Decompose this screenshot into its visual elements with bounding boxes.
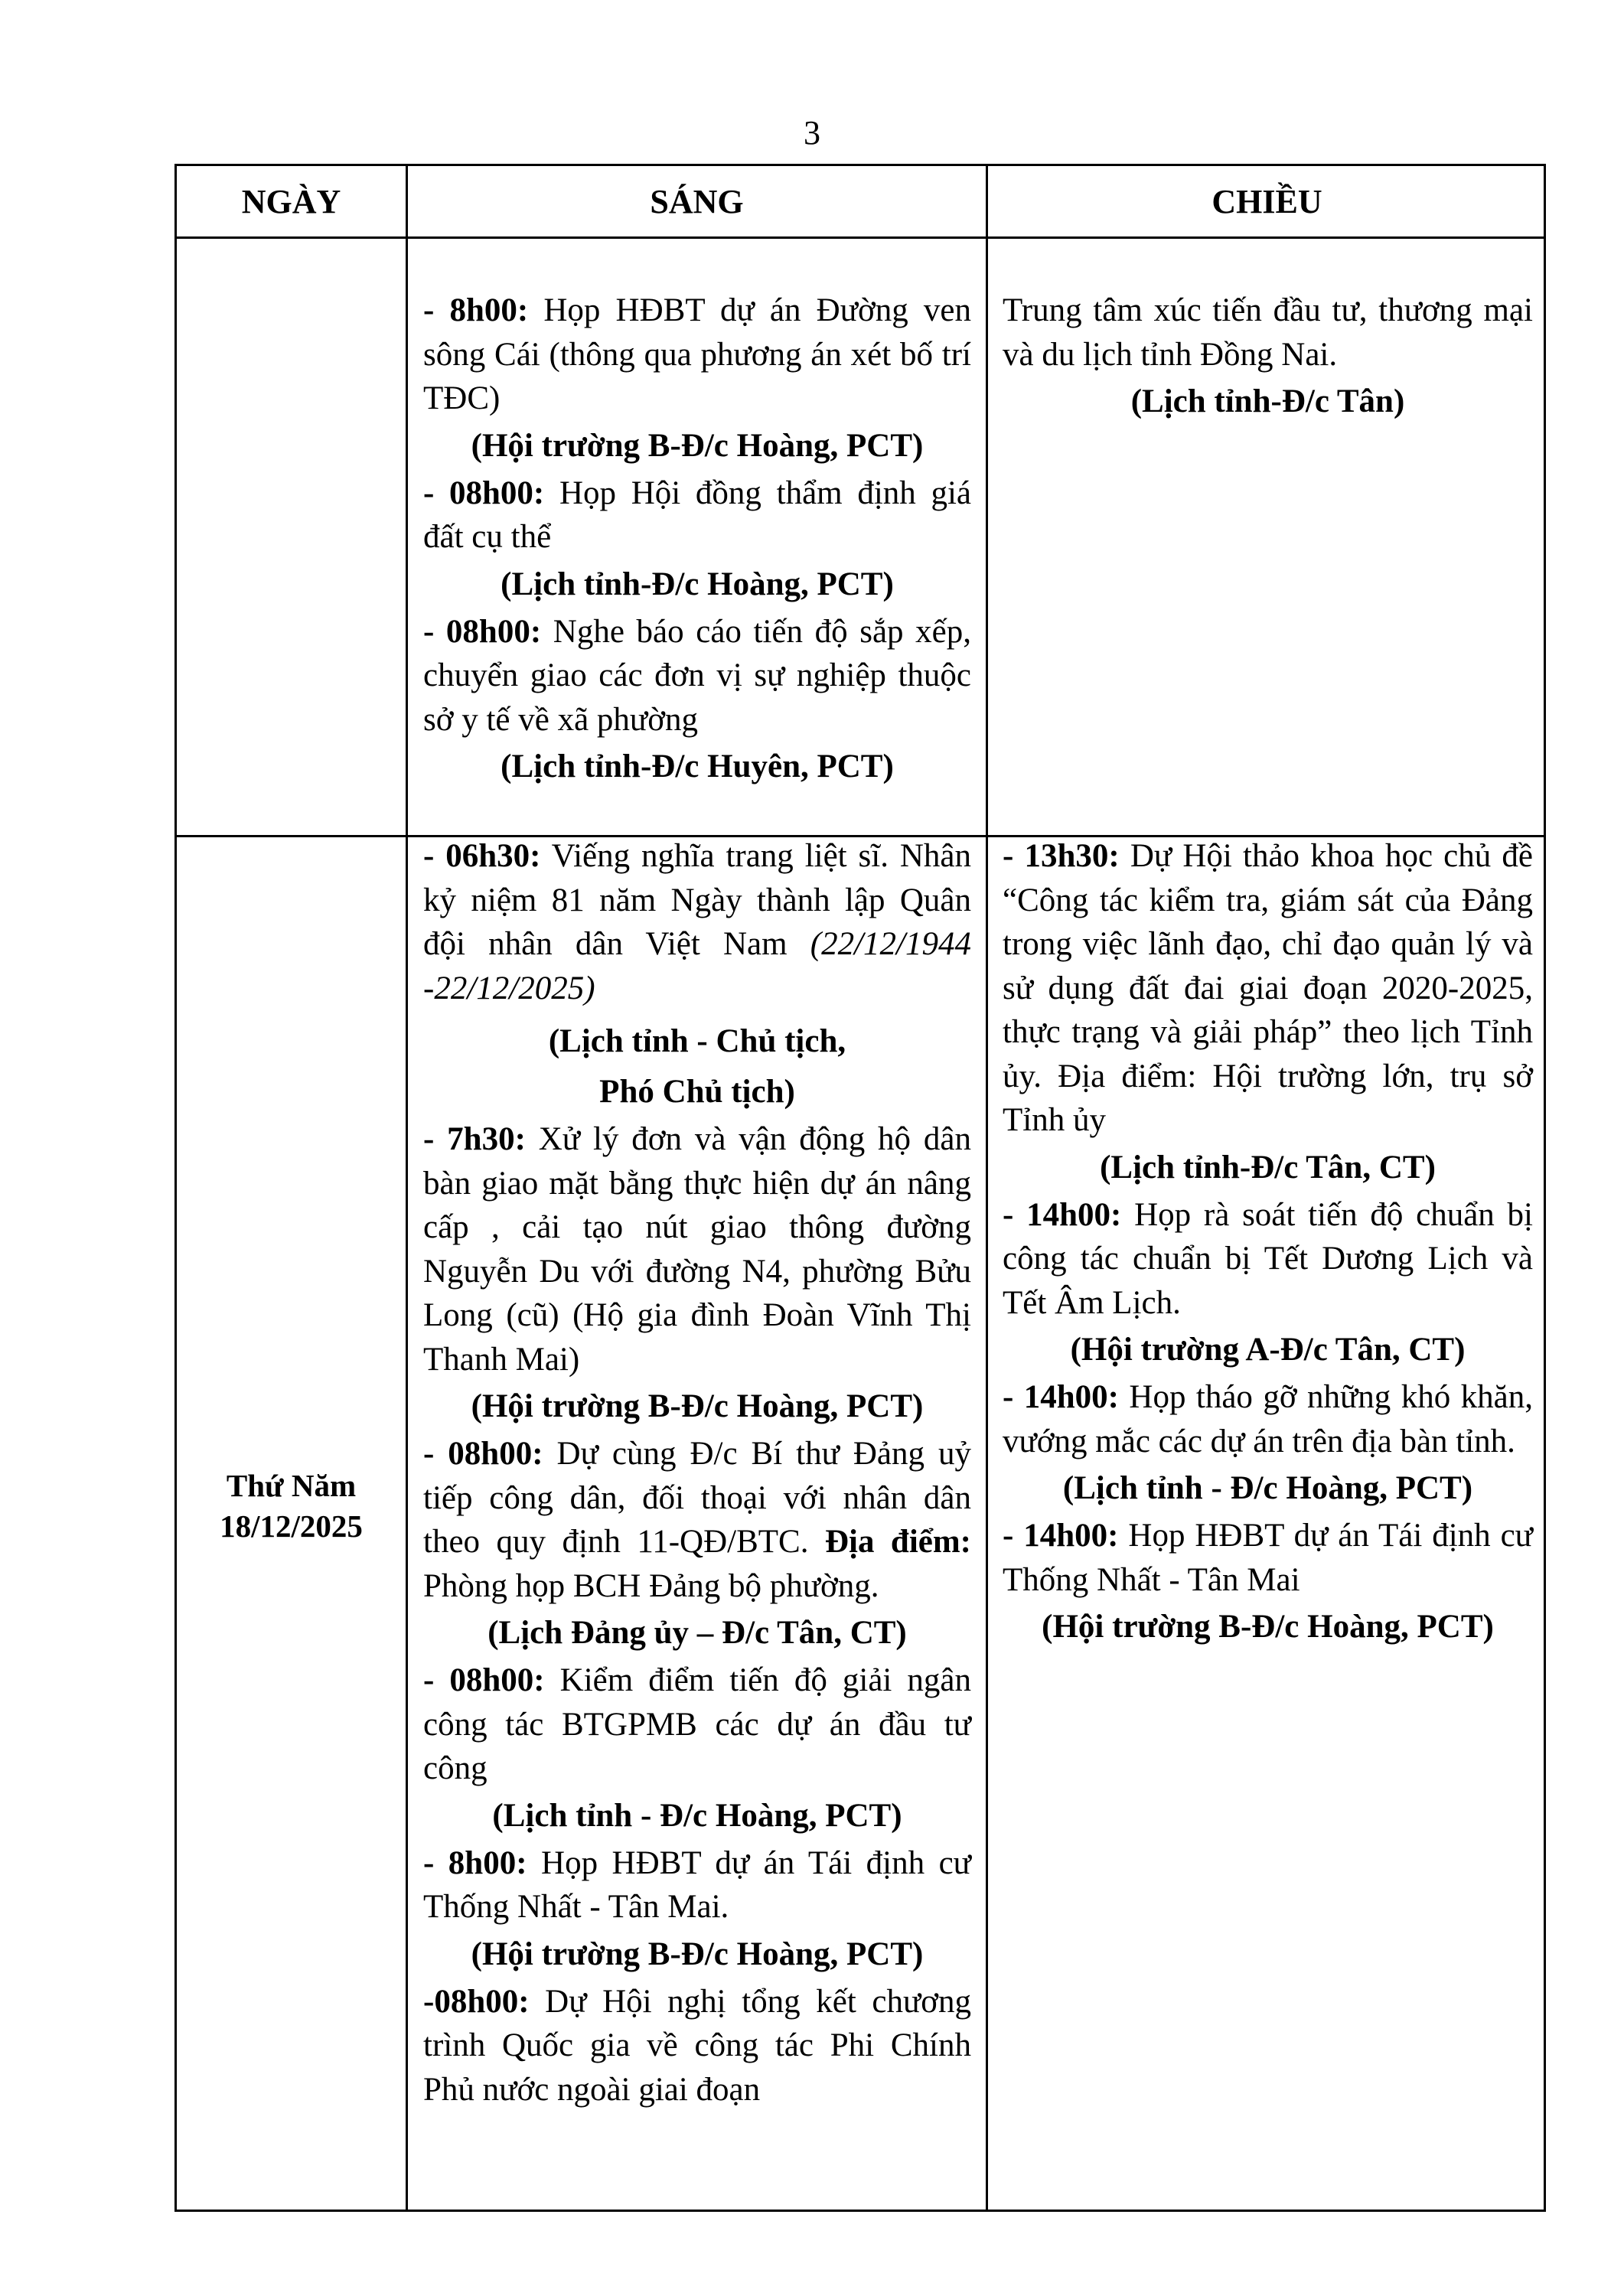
entry-text: Họp Hội đồng thẩm định giá đất cụ thể (423, 475, 971, 555)
entry-text: Dự Hội nghị tổng kết chương trình Quốc gia về công tác Phi Chính Phủ nước ngoài giai đoạn (423, 1983, 971, 2108)
entry-text: Xử lý đơn và vận động hộ dân bàn giao mặt bằng thực hiện dự án nâng cấp , cải tạo nút giao thông đường Nguyễn Du với đường N4, phường Bửu Long (cũ) (Hộ gia đình Đoàn Vĩnh Thị Thanh Mai) (423, 1121, 971, 1378)
entry-attribution: (Lịch tỉnh-Đ/c Tân, CT) (1100, 1149, 1436, 1186)
schedule-table (174, 164, 1546, 2212)
entry-time: - 8h00: (423, 292, 529, 328)
column-divider (986, 166, 988, 2210)
entry-time: - 14h00: (1003, 1196, 1122, 1233)
day-cell (177, 1466, 406, 1547)
entry-attribution: (Lịch tỉnh - Chủ tịch, (548, 1023, 846, 1059)
schedule-entry (423, 610, 971, 742)
entry-time: - 8h00: (423, 1844, 527, 1881)
entry-attribution: (Hội trường B-Đ/c Hoàng, PCT) (1042, 1609, 1494, 1645)
row2-afternoon-cell (1003, 834, 1533, 1652)
entry-time: - 14h00: (1003, 1379, 1119, 1415)
entry-attribution: (Hội trường B-Đ/c Hoàng, PCT) (471, 427, 924, 464)
schedule-entry (423, 1841, 971, 1929)
entry-time: - 06h30: (423, 838, 541, 874)
schedule-entry (423, 1658, 971, 1791)
header-morning: SÁNG (650, 182, 744, 220)
entry-attribution: (Lịch tỉnh - Đ/c Hoàng, PCT) (1062, 1470, 1473, 1506)
schedule-entry (423, 1980, 971, 2112)
entry-text: Dự Hội thảo khoa học chủ đề “Công tác kiểm tra, giám sát của Đảng trong việc lãnh đạo, chỉ đạo quản lý và sử dụng đất đai giai đoạn 2020-2025, thực trạng và giải pháp” theo lịch Tỉnh ủy. Địa điểm: Hội trường lớn, trụ sở Tỉnh ủy (1003, 838, 1534, 1138)
row-divider (177, 236, 1544, 239)
entry-attribution: (Hội trường B-Đ/c Hoàng, PCT) (471, 1936, 924, 1972)
entry-attribution: (Lịch tỉnh-Đ/c Tân) (1130, 383, 1405, 419)
header-day: NGÀY (241, 182, 341, 220)
day-date: 18/12/2025 (220, 1508, 363, 1544)
entry-text: Kiểm điểm tiến độ giải ngân công tác BTGPMB các dự án đầu tư công (423, 1662, 971, 1786)
schedule-entry (423, 1117, 971, 1381)
entry-attribution: (Lịch tỉnh-Đ/c Huyên, PCT) (501, 748, 894, 784)
schedule-entry (1003, 834, 1533, 1143)
entry-location-label: Địa điểm: (824, 1524, 971, 1560)
entry-text: Họp HĐBT dự án Tái định cư Thống Nhất - Tân Mai. (423, 1844, 971, 1925)
row1-afternoon-cell (1003, 289, 1533, 427)
entry-text: Viếng nghĩa trang liệt sĩ. Nhân kỷ niệm 81 năm Ngày thành lập Quân đội nhân dân Việt Nam (423, 838, 971, 962)
entry-attribution: (Hội trường B-Đ/c Hoàng, PCT) (471, 1388, 924, 1424)
schedule-entry (423, 471, 971, 559)
entry-time: - 13h30: (1003, 838, 1120, 874)
entry-time: - 08h00: (423, 1662, 545, 1698)
entry-time: - 08h00: (423, 1436, 543, 1472)
entry-text: Trung tâm xúc tiến đầu tư, thương mại và du lịch tỉnh Đồng Nai. (1003, 292, 1533, 373)
schedule-entry (423, 834, 971, 1010)
schedule-entry (1003, 1514, 1533, 1602)
schedule-entry (423, 1432, 971, 1608)
entry-time: -08h00: (423, 1983, 530, 2020)
column-divider (406, 166, 408, 2210)
schedule-entry (423, 289, 971, 421)
entry-time: - 08h00: (423, 475, 545, 511)
entry-note: (22/12/1944 -22/12/2025) (423, 926, 971, 1006)
entry-attribution: (Lịch Đảng ủy – Đ/c Tân, CT) (488, 1615, 907, 1651)
entry-text: Họp rà soát tiến độ chuẩn bị công tác chuẩn bị Tết Dương Lịch và Tết Âm Lịch. (1003, 1196, 1533, 1321)
row2-morning-cell (423, 834, 971, 2112)
entry-text: Họp HĐBT dự án Đường ven sông Cái (thông qua phương án xét bố trí TĐC) (423, 292, 971, 416)
entry-attribution: (Lịch tỉnh-Đ/c Hoàng, PCT) (501, 566, 894, 602)
header-afternoon: CHIỀU (1211, 182, 1322, 220)
entry-time: - 7h30: (423, 1121, 526, 1157)
entry-text: Dự cùng Đ/c Bí thư Đảng uỷ tiếp công dân, đối thoại với nhân dân theo quy định 11-QĐ/BTC. (423, 1436, 971, 1560)
entry-attribution: (Hội trường A-Đ/c Tân, CT) (1070, 1332, 1466, 1368)
entry-location: Phòng họp BCH Đảng bộ phường. (423, 1567, 879, 1604)
entry-attribution: Phó Chủ tịch) (599, 1074, 795, 1110)
row1-morning-cell (423, 289, 971, 792)
entry-time: - 08h00: (423, 613, 542, 650)
schedule-entry (1003, 1193, 1533, 1326)
entry-attribution: (Lịch tỉnh - Đ/c Hoàng, PCT) (492, 1797, 902, 1834)
day-weekday: Thứ Năm (226, 1468, 357, 1503)
entry-text: Nghe báo cáo tiến độ sắp xếp, chuyển giao các đơn vị sự nghiệp thuộc sở y tế về xã phường (423, 613, 971, 738)
schedule-entry (1003, 1375, 1533, 1463)
entry-text: Họp HĐBT dự án Tái định cư Thống Nhất - Tân Mai (1003, 1518, 1533, 1598)
entry-time: - 14h00: (1003, 1518, 1119, 1554)
page-number: 3 (804, 114, 820, 152)
entry-text: Họp tháo gỡ những khó khăn, vướng mắc các dự án trên địa bàn tỉnh. (1003, 1379, 1533, 1459)
